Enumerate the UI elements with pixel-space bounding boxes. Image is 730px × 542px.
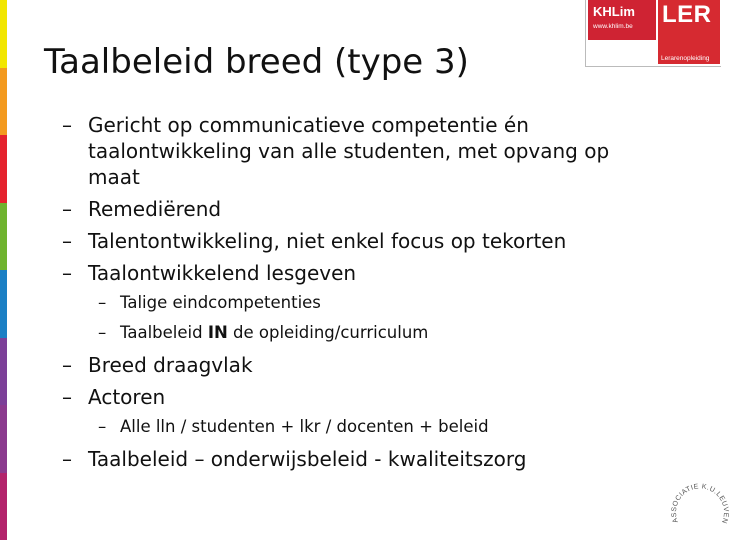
stripe-segment <box>0 203 7 271</box>
sub-bullet-item <box>98 416 662 438</box>
stripe-segment <box>0 68 7 136</box>
associatie-kuleuven-seal <box>670 482 730 542</box>
bullet-text: Actoren <box>88 385 166 409</box>
ler-subtitle: Lerarenopleiding <box>661 55 710 62</box>
bullet-text-prefix: Taalbeleid <box>120 323 208 342</box>
bullet-dash: – <box>62 385 72 409</box>
bullet-text: Alle lln / studenten + lkr / docenten + beleid <box>120 417 489 436</box>
bullet-text: Breed draagvlak <box>88 353 253 377</box>
stripe-segment <box>0 270 7 338</box>
bullet-text-suffix: de opleiding/curriculum <box>227 323 429 342</box>
khlim-logo <box>588 0 656 40</box>
bullet-dash: – <box>62 353 72 377</box>
bullet-dash: – <box>62 261 72 285</box>
bullet-dash: – <box>98 293 107 312</box>
bullet-item <box>62 260 662 286</box>
bullet-text: Remediërend <box>88 197 222 221</box>
bullet-text: Taalontwikkelend lesgeven <box>88 261 357 285</box>
khlim-wordmark: KHLim <box>593 4 635 19</box>
sub-bullet-item <box>98 322 662 344</box>
stripe-segment <box>0 405 7 473</box>
slide-title: Taalbeleid breed (type 3) <box>44 42 469 82</box>
slide-body <box>62 112 662 478</box>
bullet-dash: – <box>62 229 72 253</box>
svg-text:ASSOCIATIE K.U.LEUVEN <box>671 483 729 524</box>
bullet-dash: – <box>98 323 107 342</box>
bullet-dash: – <box>98 417 107 436</box>
bullet-text: Talentontwikkeling, niet enkel focus op tekorten <box>88 229 567 253</box>
left-color-stripe <box>0 0 7 540</box>
khlim-url: www.khlim.be <box>593 23 633 30</box>
bullet-text-emphasis: IN <box>207 323 228 342</box>
bullet-dash: – <box>62 447 72 471</box>
bullet-text: Taalbeleid – onderwijsbeleid - kwaliteitszorg <box>88 447 527 471</box>
stripe-segment <box>0 135 7 203</box>
khlim-ler-logo <box>585 0 720 66</box>
bullet-dash: – <box>62 113 72 137</box>
bullet-dash: – <box>62 197 72 221</box>
sub-bullet-item <box>98 292 662 314</box>
ler-wordmark: LER <box>662 1 712 28</box>
bullet-item <box>62 112 662 190</box>
stripe-segment <box>0 338 7 406</box>
bullet-item <box>62 196 662 222</box>
stripe-segment <box>0 0 7 68</box>
bullet-text: Talige eindcompetenties <box>120 293 321 312</box>
bullet-item <box>62 228 662 254</box>
ler-logo <box>658 0 720 64</box>
stripe-segment <box>0 473 7 541</box>
bullet-text: Gericht op communicatieve competentie én taalontwikkeling van alle studenten, met opvang op maat <box>88 113 610 189</box>
seal-text: ASSOCIATIE K.U.LEUVEN <box>670 483 730 525</box>
bullet-item <box>62 352 662 378</box>
bullet-item <box>62 384 662 410</box>
bullet-item <box>62 446 662 472</box>
